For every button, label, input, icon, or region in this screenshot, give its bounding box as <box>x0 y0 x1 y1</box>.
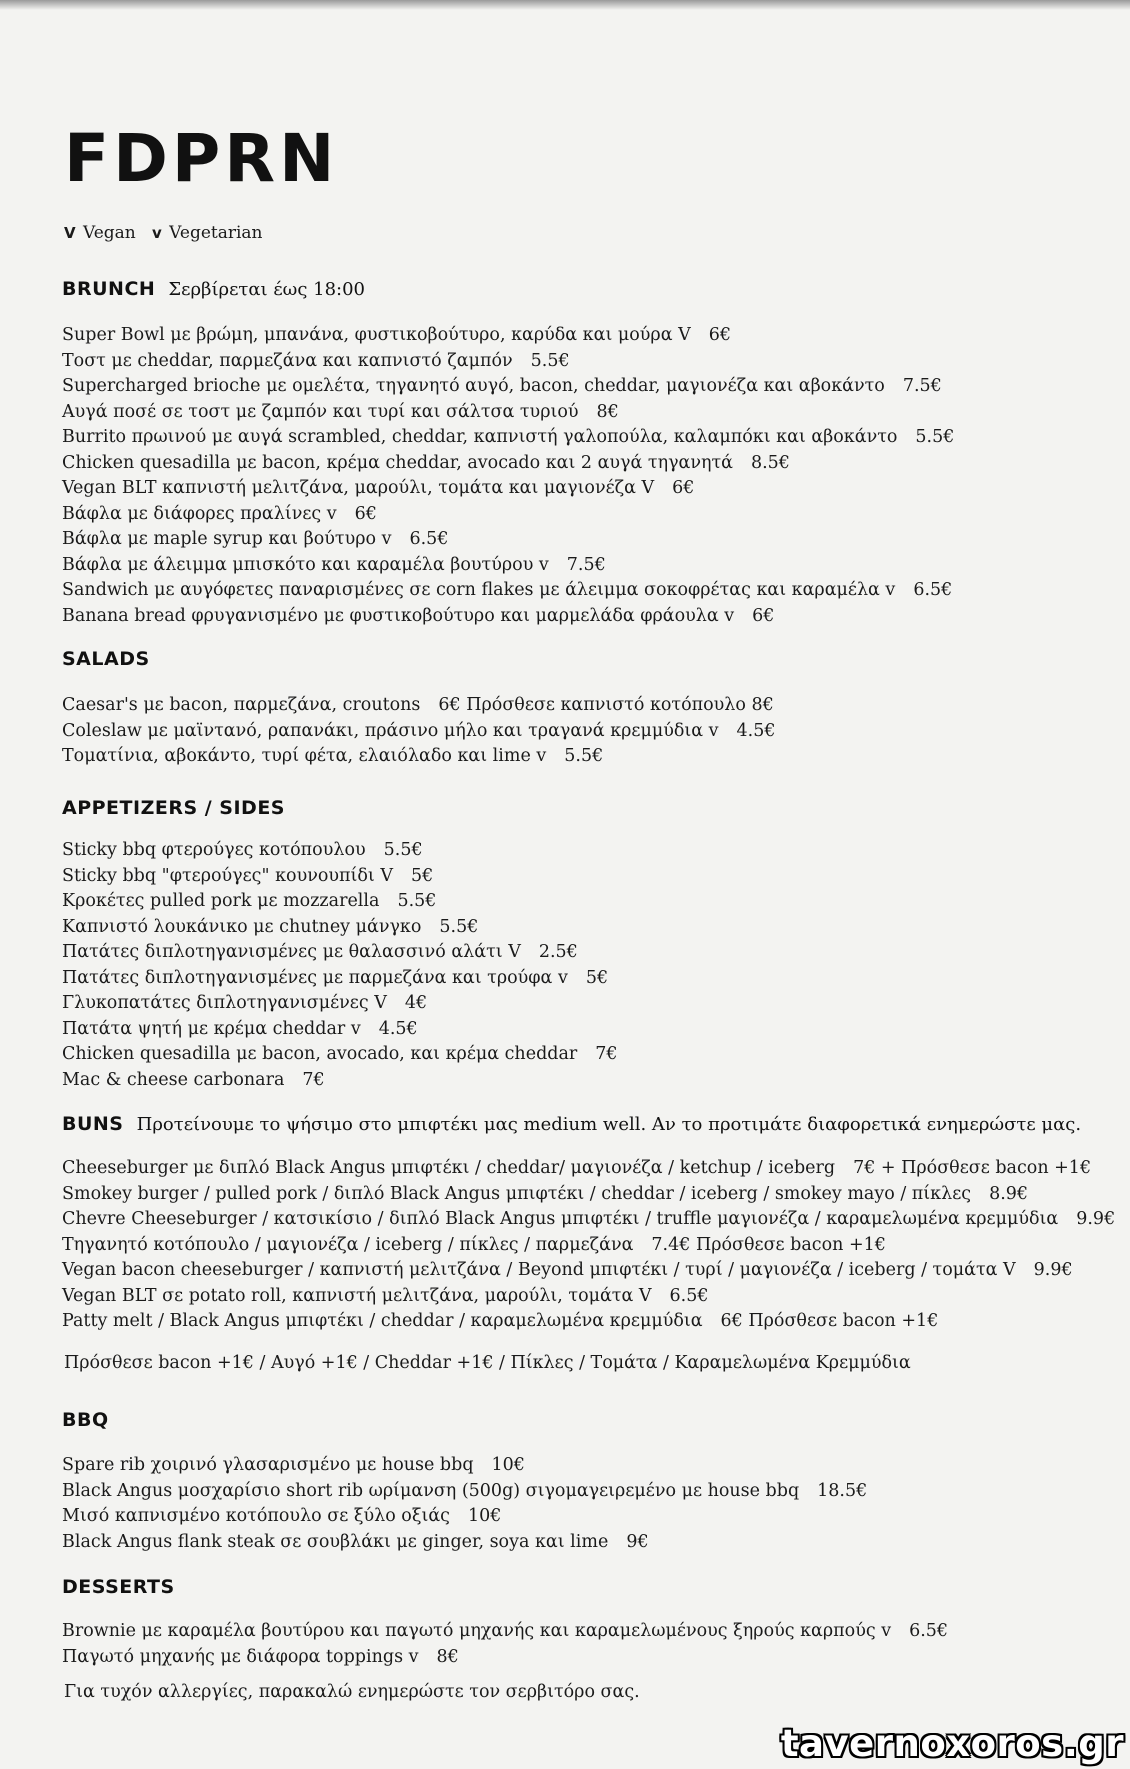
menu-item <box>62 374 954 400</box>
menu-item-name: Banana bread φρυγανισμένο με φυστικοβούτυρο και μαρμελάδα φράουλα v <box>62 605 735 626</box>
menu-item-name: Spare rib χοιρινό γλασαρισμένο με house bbq <box>62 1455 474 1475</box>
menu-item-name: Vegan BLT καπνιστή μελιτζάνα, μαρούλι, τομάτα και μαγιονέζα V <box>62 478 655 498</box>
menu-item-name: Τοστ με cheddar, παρμεζάνα και καπνιστό ζαμπόν <box>62 350 513 371</box>
menu-item-price: 4.5€ <box>378 1018 418 1039</box>
menu-item-name: Γλυκοπατάτες διπλοτηγανισμένες V <box>62 993 387 1013</box>
menu-item-name: Smokey burger / pulled pork / διπλό Black Angus μπιφτέκι / cheddar / iceberg / smokey mayo / πίκλες <box>62 1183 972 1204</box>
section-title: BRUNCH <box>62 278 156 300</box>
menu-item-name: Patty melt / Black Angus μπιφτέκι / cheddar / καραμελωμένα κρεμμύδια <box>62 1311 703 1331</box>
menu-item-name: Super Bowl με βρώμη, μπανάνα, φυστικοβούτυρο, καρύδα και μούρα V <box>62 325 691 345</box>
menu-item <box>62 915 618 941</box>
menu-item-price: 4.5€ <box>736 720 776 741</box>
menu-item <box>62 864 618 890</box>
menu-item <box>62 1453 867 1479</box>
section-title: BUNS <box>62 1113 124 1135</box>
menu-item <box>62 1068 618 1094</box>
menu-item <box>62 502 954 528</box>
menu-item <box>62 400 954 426</box>
salads-list <box>62 693 776 770</box>
menu-item <box>62 966 618 992</box>
menu-item-name: Sticky bbq "φτερούγες" κουνουπίδι V <box>62 865 393 886</box>
menu-item-price: 5€ <box>410 865 434 886</box>
menu-item-name: Coleslaw με μαϊντανό, ραπανάκι, πράσινο μήλο και τραγανά κρεμμύδια v <box>62 720 719 741</box>
menu-item <box>62 991 618 1017</box>
menu-item-price: 18.5€ <box>817 1480 868 1501</box>
buns-list <box>62 1156 1115 1335</box>
menu-item-name: Chicken quesadilla με bacon, avocado, και κρέμα cheddar <box>62 1044 578 1064</box>
menu-item <box>62 1309 1115 1335</box>
menu-item-price: 9.9€ <box>1033 1260 1073 1280</box>
menu-item-price: 7.5€ <box>902 376 942 396</box>
desserts-list <box>62 1619 948 1670</box>
menu-item-price: 6€ <box>672 478 695 498</box>
menu-item-price: 7€ + Πρόσθεσε bacon +1€ <box>853 1158 1092 1178</box>
menu-item-name: Παγωτό μηχανής με διάφορα toppings v <box>62 1646 419 1667</box>
menu-item-price: 5.5€ <box>915 427 955 447</box>
menu-item-name: Αυγά ποσέ σε τοστ με ζαμπόν και τυρί και σάλτσα τυριού <box>62 401 579 422</box>
menu-item-name: Sandwich με αυγόφετες παναρισμένες σε corn flakes με άλειμμα σοκοφρέτας και καραμέλα v <box>62 580 896 600</box>
menu-item-name: Τηγανητό κοτόπουλο / μαγιονέζα / iceberg / πίκλες / παρμεζάνα <box>62 1234 634 1255</box>
vegetarian-label: Vegetarian <box>169 223 263 243</box>
menu-item <box>62 349 954 375</box>
menu-item-price: 6€ Πρόσθεσε καπνιστό κοτόπουλο 8€ <box>438 695 774 715</box>
section-brunch-heading <box>62 278 365 300</box>
menu-item <box>62 1619 948 1645</box>
menu-item-name: Supercharged brioche με ομελέτα, τηγανητό αυγό, bacon, cheddar, μαγιονέζα και αβοκάντο <box>62 376 885 396</box>
menu-item <box>62 1479 867 1505</box>
menu-item-price: 10€ <box>491 1455 525 1475</box>
menu-item <box>62 451 954 477</box>
menu-item-price: 2.5€ <box>538 942 578 962</box>
menu-item-price: 8€ <box>596 401 619 422</box>
section-note: Προτείνουμε το ψήσιμο στο μπιφτέκι μας medium well. Αν το προτιμάτε διαφορετικά ενημερώστε μας. <box>136 1114 1082 1135</box>
menu-item-name: Βάφλα με maple syrup και βούτυρο v <box>62 529 392 549</box>
menu-item-name: Mac & cheese carbonara <box>62 1069 285 1090</box>
menu-item-price: 5.5€ <box>530 350 570 371</box>
section-title: APPETIZERS / SIDES <box>62 797 285 819</box>
menu-item-price: 7.5€ <box>566 554 606 575</box>
menu-item <box>62 604 954 630</box>
menu-item-name: Πατάτα ψητή με κρέμα cheddar v <box>62 1018 361 1039</box>
menu-item-price: 6€ <box>354 503 377 524</box>
menu-item <box>62 1530 867 1556</box>
section-title: DESSERTS <box>62 1576 175 1598</box>
menu-item-name: Καπνιστό λουκάνικο με chutney μάνγκο <box>62 916 422 937</box>
section-note: Σερβίρεται έως 18:00 <box>168 279 365 300</box>
menu-item <box>62 1182 1115 1208</box>
menu-item-price: 8.5€ <box>750 452 790 473</box>
menu-item-name: Κροκέτες pulled pork με mozzarella <box>62 891 380 911</box>
menu-item-price: 7.4€ Πρόσθεσε bacon +1€ <box>651 1234 886 1255</box>
section-salads-heading <box>62 648 150 670</box>
menu-item-price: 6.5€ <box>913 580 953 600</box>
menu-item <box>62 425 954 451</box>
menu-item <box>62 940 618 966</box>
menu-item <box>62 527 954 553</box>
menu-item <box>62 1207 1115 1233</box>
menu-item <box>62 323 954 349</box>
menu-item-name: Τοματίνια, αβοκάντο, τυρί φέτα, ελαιόλαδο και lime v <box>62 746 547 766</box>
menu-item <box>62 1042 618 1068</box>
menu-item-price: 6€ <box>708 325 731 345</box>
menu-item <box>62 1156 1115 1182</box>
menu-item-price: 7€ <box>302 1069 325 1090</box>
menu-item-price: 5€ <box>585 967 609 988</box>
menu-item <box>62 1504 867 1530</box>
menu-item-name: Burrito πρωινού με αυγά scrambled, cheddar, καπνιστή γαλοπούλα, καλαμπόκι και αβοκάντο <box>62 427 898 447</box>
vegan-label: Vegan <box>83 223 136 243</box>
menu-item-price: 6.5€ <box>669 1285 709 1306</box>
menu-item-price: 8.9€ <box>989 1183 1029 1204</box>
diet-legend <box>64 223 263 243</box>
brunch-list <box>62 323 954 629</box>
menu-item-name: Vegan BLT σε potato roll, καπνιστή μελιτζάνα, μαρούλι, τομάτα V <box>62 1285 652 1306</box>
buns-extras: Πρόσθεσε bacon +1€ / Αυγό +1€ / Cheddar +1€ / Πίκλες / Τομάτα / Καραμελωμένα Κρεμμύδια <box>64 1353 911 1373</box>
menu-item-name: Black Angus μοσχαρίσιο short rib ωρίμανση (500g) σιγομαγειρεμένο με house bbq <box>62 1480 800 1501</box>
site-watermark: tavernoxoros.gr <box>780 1722 1124 1765</box>
section-desserts-heading <box>62 1576 175 1598</box>
menu-item-name: Black Angus flank steak σε σουβλάκι με ginger, soya και lime <box>62 1531 609 1552</box>
menu-item-price: 6€ <box>752 605 775 626</box>
menu-item-name: Πατάτες διπλοτηγανισμένες με παρμεζάνα και τρούφα v <box>62 967 568 988</box>
menu-item <box>62 553 954 579</box>
menu-item <box>62 889 618 915</box>
page-edge <box>0 0 1130 10</box>
menu-item-name: Cheeseburger με διπλό Black Angus μπιφτέκι / cheddar/ μαγιονέζα / ketchup / iceberg <box>62 1158 836 1178</box>
vegetarian-mark: v <box>151 224 162 242</box>
section-appetizers-heading <box>62 797 285 819</box>
menu-item-name: Chicken quesadilla με bacon, κρέμα cheddar, avocado και 2 αυγά τηγανητά <box>62 452 733 473</box>
menu-item <box>62 476 954 502</box>
menu-item-price: 6€ Πρόσθεσε bacon +1€ <box>720 1311 939 1331</box>
menu-item-name: Caesar's με bacon, παρμεζάνα, croutons <box>62 695 421 715</box>
menu-item <box>62 1233 1115 1259</box>
section-buns-heading <box>62 1113 1081 1135</box>
menu-item <box>62 1645 948 1671</box>
menu-item-name: Chevre Cheeseburger / κατσικίσιο / διπλό Black Angus μπιφτέκι / truffle μαγιονέζα / καραμελωμένα κρεμμύδια <box>62 1209 1059 1229</box>
menu-item-price: 6.5€ <box>409 529 449 549</box>
menu-item-price: 6.5€ <box>909 1621 949 1641</box>
menu-item <box>62 693 776 719</box>
section-bbq-heading <box>62 1409 109 1431</box>
menu-item-name: Brownie με καραμέλα βουτύρου και παγωτό μηχανής και καραμελωμένους ξηρούς καρπούς v <box>62 1621 892 1641</box>
menu-item <box>62 1017 618 1043</box>
menu-item <box>62 719 776 745</box>
menu-item <box>62 1284 1115 1310</box>
menu-item-name: Βάφλα με διάφορες πραλίνες v <box>62 503 337 524</box>
vegan-mark: V <box>64 224 76 242</box>
menu-item-name: Vegan bacon cheeseburger / καπνιστή μελιτζάνα / Beyond μπιφτέκι / τυρί / μαγιονέζα / iceberg / τομάτα V <box>62 1260 1016 1280</box>
menu-item-price: 5.5€ <box>439 916 479 937</box>
menu-item-price: 9€ <box>626 1531 649 1552</box>
appetizers-list <box>62 838 618 1093</box>
menu-item-price: 9.9€ <box>1076 1209 1116 1229</box>
restaurant-logo: FDPRN <box>64 120 339 197</box>
menu-item-price: 5.5€ <box>564 746 604 766</box>
menu-item <box>62 838 618 864</box>
menu-item-price: 5.5€ <box>383 840 423 860</box>
menu-item-name: Βάφλα με άλειμμα μπισκότο και καραμέλα βουτύρου v <box>62 554 549 575</box>
menu-item-price: 5.5€ <box>397 891 437 911</box>
menu-item <box>62 578 954 604</box>
section-title: SALADS <box>62 648 150 670</box>
menu-item-price: 10€ <box>467 1506 502 1526</box>
menu-item-name: Μισό καπνισμένο κοτόπουλο σε ξύλο οξιάς <box>62 1506 450 1526</box>
bbq-list <box>62 1453 867 1555</box>
menu-item <box>62 1258 1115 1284</box>
menu-item-price: 8€ <box>436 1646 459 1667</box>
section-title: BBQ <box>62 1409 109 1431</box>
menu-item-price: 7€ <box>595 1044 618 1064</box>
menu-item-name: Sticky bbq φτερούγες κοτόπουλου <box>62 840 366 860</box>
menu-item-price: 4€ <box>404 993 428 1013</box>
allergy-note: Για τυχόν αλλεργίες, παρακαλώ ενημερώστε τον σερβιτόρο σας. <box>64 1682 640 1702</box>
menu-item <box>62 744 776 770</box>
menu-item-name: Πατάτες διπλοτηγανισμένες με θαλασσινό αλάτι V <box>62 942 521 962</box>
